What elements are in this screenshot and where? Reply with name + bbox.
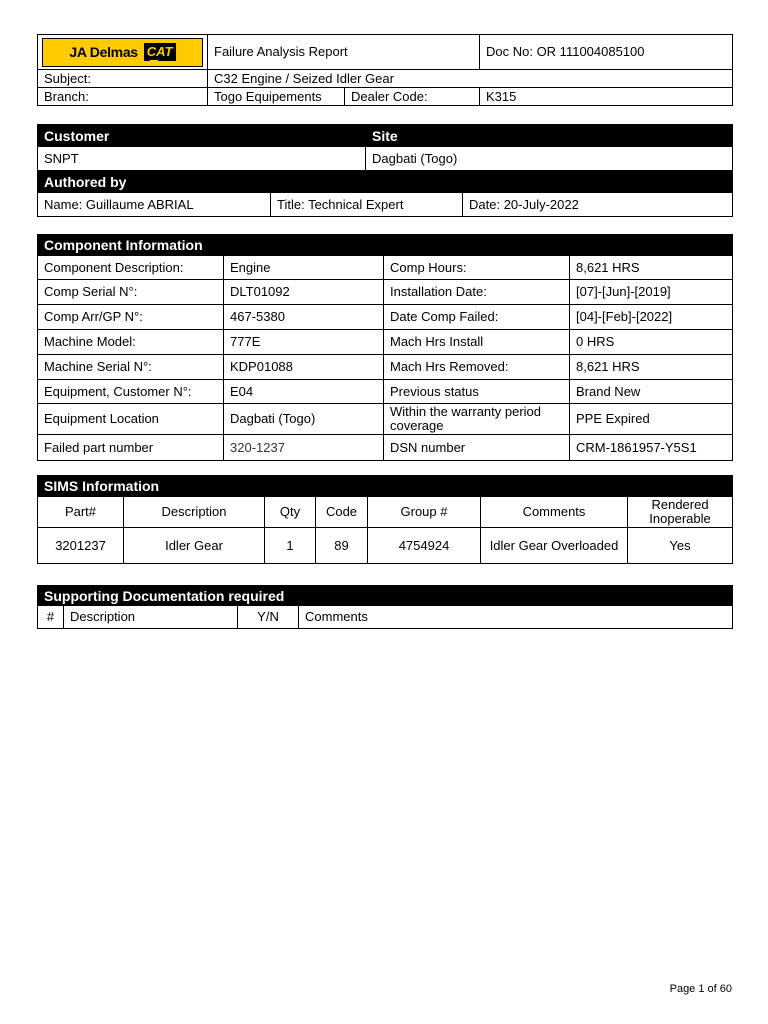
site-heading: Site bbox=[366, 125, 733, 147]
logo-text: JA Delmas bbox=[69, 44, 138, 60]
sims-column-header: Qty bbox=[265, 497, 316, 528]
sims-cell: 1 bbox=[265, 528, 316, 564]
component-label: Mach Hrs Install bbox=[384, 330, 570, 355]
report-header bbox=[37, 34, 733, 70]
component-label: Installation Date: bbox=[384, 280, 570, 305]
sims-row bbox=[38, 528, 733, 564]
company-logo bbox=[38, 35, 208, 70]
component-value: E04 bbox=[224, 380, 384, 404]
component-label: Component Description: bbox=[38, 256, 224, 280]
component-value: [04]-[Feb]-[2022] bbox=[570, 305, 733, 330]
component-value: Engine bbox=[224, 256, 384, 280]
sims-column-header: Code bbox=[316, 497, 368, 528]
component-value: 0 HRS bbox=[570, 330, 733, 355]
component-value: CRM-1861957-Y5S1 bbox=[570, 435, 733, 461]
doc-number: Doc No: OR 111004085100 bbox=[480, 35, 733, 70]
customer-value: SNPT bbox=[38, 147, 366, 171]
component-label: Comp Arr/GP N°: bbox=[38, 305, 224, 330]
sims-rows bbox=[38, 497, 733, 564]
docs-column-header: Comments bbox=[299, 606, 733, 629]
branch-value: Togo Equipements bbox=[208, 88, 345, 106]
component-label: Comp Serial N°: bbox=[38, 280, 224, 305]
component-row bbox=[38, 256, 733, 280]
component-value: 8,621 HRS bbox=[570, 355, 733, 380]
component-label: Comp Hours: bbox=[384, 256, 570, 280]
subject-label: Subject: bbox=[38, 70, 208, 88]
component-heading: Component Information bbox=[38, 235, 733, 256]
docs-heading: Supporting Documentation required bbox=[38, 586, 733, 606]
sims-cell: Idler Gear Overloaded bbox=[481, 528, 628, 564]
component-label: Within the warranty period coverage bbox=[384, 404, 570, 435]
author-title: Title: Technical Expert bbox=[271, 193, 463, 217]
component-row bbox=[38, 280, 733, 305]
page-number: Page 1 of 60 bbox=[669, 983, 732, 995]
component-value: 320-1237 bbox=[224, 435, 384, 461]
dealer-label: Dealer Code: bbox=[345, 88, 480, 106]
component-label: Equipment, Customer N°: bbox=[38, 380, 224, 404]
component-row bbox=[38, 435, 733, 461]
component-label: Machine Serial N°: bbox=[38, 355, 224, 380]
component-value: DLT01092 bbox=[224, 280, 384, 305]
docs-table bbox=[37, 585, 733, 629]
docs-rows bbox=[38, 606, 733, 629]
component-rows bbox=[38, 256, 733, 461]
component-value: Dagbati (Togo) bbox=[224, 404, 384, 435]
component-label: Equipment Location bbox=[38, 404, 224, 435]
component-row bbox=[38, 355, 733, 380]
branch-label: Branch: bbox=[38, 88, 208, 106]
sims-column-header: Part# bbox=[38, 497, 124, 528]
dealer-value: K315 bbox=[480, 88, 733, 106]
sims-column-header: Comments bbox=[481, 497, 628, 528]
subject-value: C32 Engine / Seized Idler Gear bbox=[208, 70, 733, 88]
report-date: Date: 20-July-2022 bbox=[463, 193, 733, 217]
sims-column-header: Rendered Inoperable bbox=[628, 497, 733, 528]
component-label: Previous status bbox=[384, 380, 570, 404]
component-row bbox=[38, 380, 733, 404]
cat-logo: CAT bbox=[144, 43, 176, 61]
customer-heading: Customer bbox=[38, 125, 366, 147]
component-row bbox=[38, 305, 733, 330]
component-label: Date Comp Failed: bbox=[384, 305, 570, 330]
authored-heading: Authored by bbox=[38, 171, 733, 193]
sims-cell: 3201237 bbox=[38, 528, 124, 564]
component-value: 777E bbox=[224, 330, 384, 355]
docs-column-header: Y/N bbox=[238, 606, 299, 629]
docs-column-header: Description bbox=[64, 606, 238, 629]
sims-column-header: Description bbox=[124, 497, 265, 528]
component-label: Machine Model: bbox=[38, 330, 224, 355]
component-value: [07]-[Jun]-[2019] bbox=[570, 280, 733, 305]
site-value: Dagbati (Togo) bbox=[366, 147, 733, 171]
component-row bbox=[38, 330, 733, 355]
component-value: Brand New bbox=[570, 380, 733, 404]
sims-column-headers bbox=[38, 497, 733, 528]
sims-column-header: Group # bbox=[368, 497, 481, 528]
sims-table bbox=[37, 475, 733, 564]
customer-table bbox=[37, 124, 733, 217]
component-value: 467-5380 bbox=[224, 305, 384, 330]
component-value: 8,621 HRS bbox=[570, 256, 733, 280]
sims-cell: Yes bbox=[628, 528, 733, 564]
sims-heading: SIMS Information bbox=[38, 476, 733, 497]
component-label: Mach Hrs Removed: bbox=[384, 355, 570, 380]
sims-cell: 89 bbox=[316, 528, 368, 564]
component-row bbox=[38, 404, 733, 435]
component-value: PPE Expired bbox=[570, 404, 733, 435]
component-value: KDP01088 bbox=[224, 355, 384, 380]
component-table bbox=[37, 234, 733, 461]
docs-column-header: # bbox=[38, 606, 64, 629]
report-title: Failure Analysis Report bbox=[208, 35, 480, 70]
author-name: Name: Guillaume ABRIAL bbox=[38, 193, 271, 217]
sims-cell: Idler Gear bbox=[124, 528, 265, 564]
component-label: DSN number bbox=[384, 435, 570, 461]
sims-cell: 4754924 bbox=[368, 528, 481, 564]
docs-column-headers bbox=[38, 606, 733, 629]
component-label: Failed part number bbox=[38, 435, 224, 461]
subject-branch bbox=[37, 69, 733, 106]
